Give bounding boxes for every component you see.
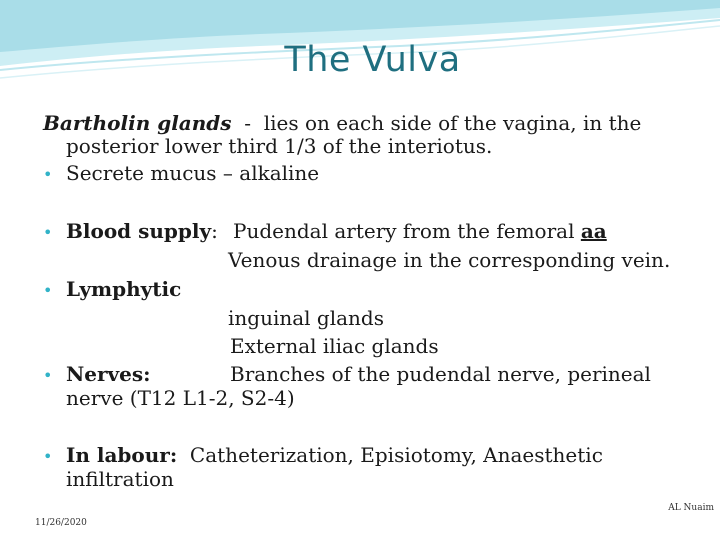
bartholin-line-1 [43,111,641,135]
secrete-text: Secrete mucus – alkaline [66,161,320,185]
lymph-item-1: inguinal glands [228,306,384,330]
nerves-label: Nerves: [66,362,151,386]
footer-date: 11/26/2020 [35,518,87,528]
labour-text-1: Catheterization, Episiotomy, Anaesthetic [189,443,603,467]
slide-title: The Vulva [284,40,461,80]
blood-supply-label: Blood supply [66,219,212,243]
blood-artery-text: Pudendal artery from the femoral [233,219,575,243]
blood-artery-abbr: aa [580,219,607,243]
lymph-label: Lymphytic [66,277,182,301]
nerves-text-2: nerve (T12 L1-2, S2-4) [66,386,295,410]
bullet-icon: • [43,366,53,385]
bullet-icon: • [43,447,53,466]
footer-author: AL Nuaim [668,503,714,513]
bullet-icon: • [43,223,53,242]
bullet-icon: • [43,165,53,184]
labour-label: In labour: [66,443,178,467]
bullet-icon: • [43,281,53,300]
bartholin-term: Bartholin glands [43,111,232,135]
blood-supply-line [66,219,218,243]
nerves-text-1: Branches of the pudendal nerve, perineal [230,362,651,386]
bartholin-desc-2: posterior lower third 1/3 of the interiotus. [66,134,493,158]
blood-supply-colon: : [211,219,218,243]
blood-venous: Venous drainage in the corresponding vein. [228,248,671,272]
bartholin-sep: - [231,111,264,135]
lymph-item-2: External iliac glands [230,334,439,358]
bartholin-desc-1: lies on each side of the vagina, in the [263,111,642,135]
labour-text-2: infiltration [66,467,174,491]
blood-artery-line [233,219,607,243]
labour-line-1 [66,443,603,467]
